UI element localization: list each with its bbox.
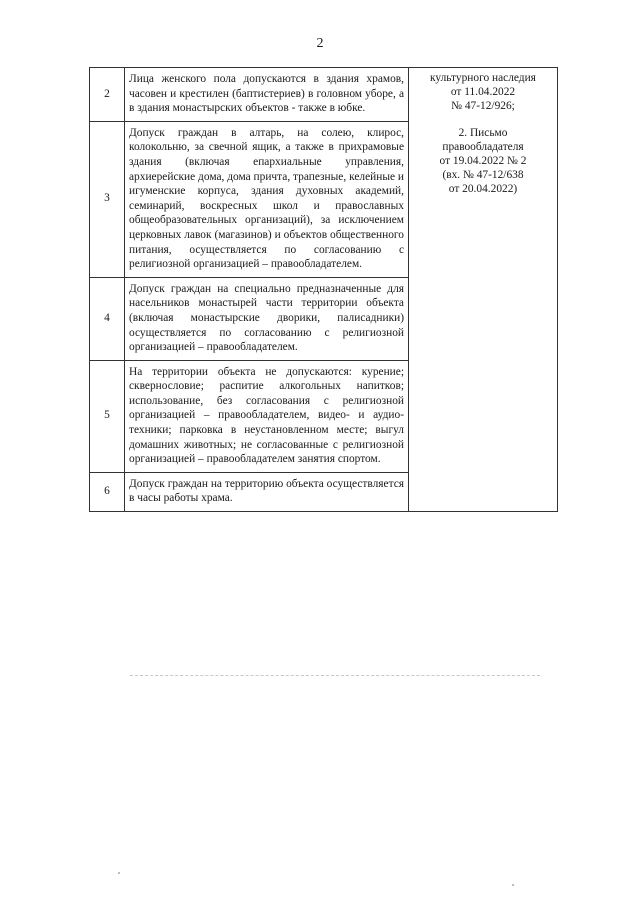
page-number: 2 [316,36,324,51]
rule-text: Лица женского пола допускаются в здания храмов, часовен и крестилен (баптистериев) в головном уборе, а в здания монастырских объектов - также в юбке. [125,68,409,122]
documents-cell [409,68,558,512]
scan-artifact-line [130,675,540,676]
rules-table [89,67,558,512]
document-reference: 2. Письмо правообладателя от 19.04.2022 № 2 (вх. № 47-12/638 от 20.04.2022) [439,127,527,195]
rule-text: Допуск граждан на специально предназначенные для насельников монастырей части территории объекта (включая монастырские дворики, палисадники) осуществляется по согласованию с религиозной организацией – правообладателем. [125,277,409,360]
row-number: 6 [90,472,125,511]
document-reference: культурного наследия от 11.04.2022 № 47-12/926; [430,72,536,112]
row-number: 5 [90,360,125,472]
spacer [413,113,553,127]
rule-text: Допуск граждан в алтарь, на солею, клирос, колокольню, за свечной ящик, а также в прихрамовые здания (включая епархиальные управления, архиерейские дома, дома причта, трапезные, келейные и игуменские корпуса, здания духовных академий, семинарий, воскресных школ и православных общеобразовательных организаций), за исключением церковных лавок (магазинов) и объектов общественного питания, осуществляется по согласованию с религиозной организацией – правообладателем. [125,121,409,277]
rule-text: На территории объекта не допускаются: курение; сквернословие; распитие алкогольных напитков; использование, без согласования с религиозной организацией – правообладателем, видео- и аудио- техники; парковка в неустановленном месте; выгул домашних животных; не согласованные с религиозной организацией – правообладателем занятия спортом. [125,360,409,472]
scan-artifact-dot [512,884,514,886]
scan-artifact-dot [118,872,120,874]
row-number: 3 [90,121,125,277]
table-row [90,68,558,122]
rule-text: Допуск граждан на территорию объекта осуществляется в часы работы храма. [125,472,409,511]
row-number: 2 [90,68,125,122]
row-number: 4 [90,277,125,360]
